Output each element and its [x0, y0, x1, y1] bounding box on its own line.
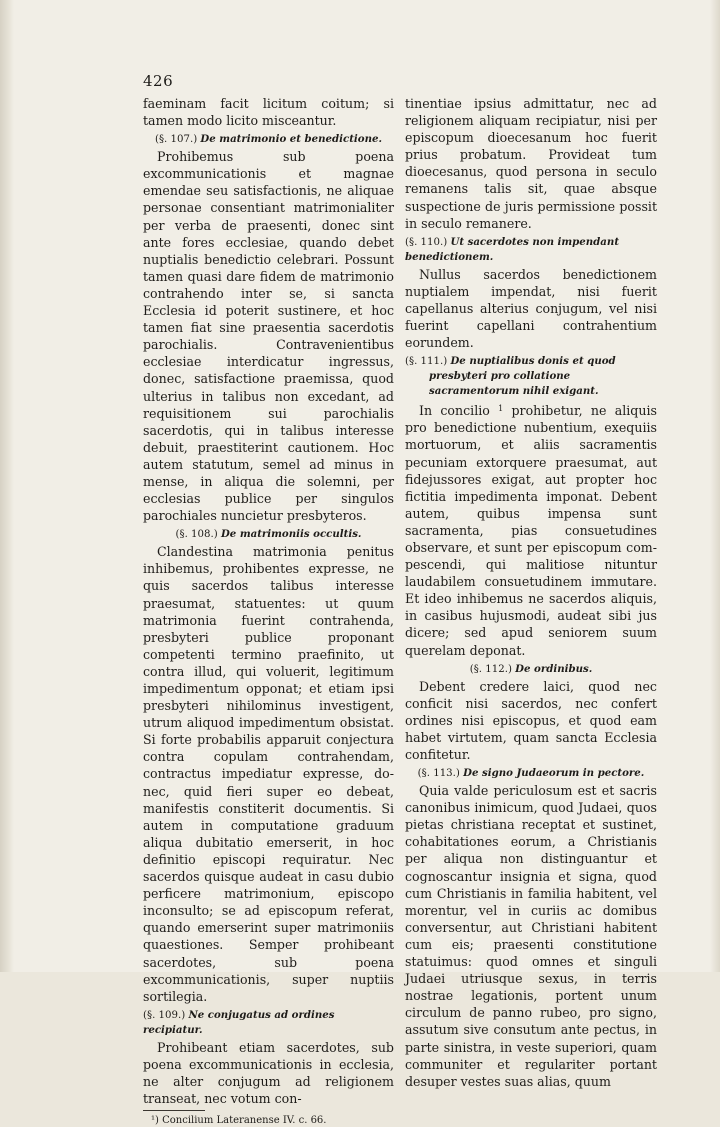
section-title: De signo Judaeorum in pectore.	[463, 767, 645, 780]
footnote	[143, 1114, 394, 1127]
paragraph-111	[405, 400, 657, 658]
section-heading-108	[143, 527, 394, 542]
paragraph-111-start: In concilio	[419, 403, 490, 419]
section-number: (§. 110.)	[405, 236, 448, 248]
paragraph-113: Quia valde periculosum est et sacris canonibus inimicum, quod Judaei, quos pietas christiana receptat et sustinet, cohabitationes eorum, a Christianis per aliqua non distinguantur et cognoscantur insignia et signa, quod cum Christianis in familia habitent, vel morentur, vel in curiis ac domibus conversentur, aut Christiani habitent cum eis; praesenti constitutione statuimus: quod omnes et singuli Judaei utriusque sexus, in terris nostrae legationis, portent unum circulum de panno rubeo, pro signo, assutum sive consutum ante pectus, in parte sinistra, in veste superiori, quam communiter et regulariter portant desuper vestes suas alias, quum	[405, 783, 657, 1089]
paragraph-111-rest: prohibetur, ne aliquis pro benedictione nubentium, exequiis mortuorum, et aliis sacramentis pecuniam extorquere praesumat, aut fidejussores exigat, aut propter hoc fictitia impedimenta imponat. Debent autem, quibus impensa sunt sacramenta, pias consuetudines observare, et sunt per episcopum compescendi, qui malitiose nituntur laudabilem consuetudinem immutare. Et ideo inhibemus ne sacerdos aliquis, in casibus hujusmodi, audeat sibi jus dicere; sed apud seniorem suum querelam deponat.	[405, 403, 657, 658]
section-number: (§. 113.)	[417, 768, 460, 780]
page-number: 426	[143, 72, 174, 90]
paragraph-108: Clandestina matrimonia penitus inhibemus, prohibentes expresse, ne quis sacerdos talibus interesse praesumat, statuentes: ut quum matrimonia fuerint contrahenda, presbyteri publice proponant competenti termino praefinito, ut contra illud, qui voluerit, legitimum impedimentum opponat; et etiam ipsi presbyteri nihilominus investigent, utrum aliquod impedimentum obsistat. Si forte probabilis apparuit conjectura contra copulam contrahendam, contractus impediatur expresse, donec, quid fieri super eo debeat, manifestis constiterit documentis. Si autem in computatione graduum aliqua dubitatio emerserit, in hoc definitio episcopi requiratur. Nec sacerdos quisque audeat in casu dubio perficere matrimonium, episcopo inconsulto; se ad episcopum referat, quando emerserint super matrimoniis quaestiones. Semper prohibeant sacerdotes, sub poena excommunicationis, super nuptiis sortilegia.	[143, 544, 394, 1004]
paragraph-continuation: faeminam facit licitum coitum; si tamen modo licito misceantur.	[143, 96, 394, 129]
binding-shadow-left	[0, 0, 14, 972]
section-number: (§. 107.)	[154, 134, 198, 146]
footnote-rule	[143, 1110, 205, 1111]
section-title: De matrimoniis occultis.	[220, 528, 362, 541]
section-title: De matrimonio et benedictione.	[200, 133, 383, 146]
section-heading-109	[143, 1008, 394, 1038]
right-column	[405, 95, 657, 1090]
section-heading-113	[405, 766, 657, 781]
section-number: (§. 112.)	[469, 663, 512, 675]
footnote-marker: ¹)	[151, 1115, 159, 1127]
paragraph-continuation: tinentiae ipsius admittatur, nec ad religionem aliquam recipiatur, nisi per episcopum dioecesanum hoc fuerit prius probatum. Provideat tum dioecesanus, quod persona in seculo remanens talis sit, quae absque suspectione de juris permissione possit in seculo remanere.	[405, 96, 657, 231]
section-title: De ordinibus.	[515, 662, 593, 675]
footnote-reference[interactable]: 1	[498, 404, 504, 414]
left-column	[143, 95, 394, 1127]
paragraph-110: Nullus sacerdos benedictionem nuptialem impendat, nisi fuerit capellanus alterius conjugum, vel nisi fuerint capellani contrahentium eorundem.	[405, 266, 657, 351]
section-number: (§. 108.)	[175, 529, 218, 541]
section-number: (§. 111.)	[405, 356, 448, 368]
section-heading-107	[143, 132, 394, 147]
section-title: Ne conjugatus ad ordines recipiatur.	[143, 1008, 335, 1036]
paragraph-107: Prohibemus sub poena excommunicationis et magnae emendae seu satisfactionis, ne aliquae personae consentiant matrimonialiter per verba de praesenti, donec sint ante fores ecclesiae, quando debet nuptialis benedictio celebrari. Possunt tamen quasi dare fidem de matrimonio contrahendo inter se, si sancta Ecclesia id poterit sustinere, et hoc tamen fiat sine praesentia sacerdotis parochialis. Contravenientibus ecclesiae interdicatur ingressus, donec, satisfactione praemissa, quod ulterius in talibus non excedant, ad requisitionem sui parochialis sacerdotis, qui in talibus interesse debuit, praestiterint cautionem. Hoc autem statutum, semel ad minus in mense, in aliqua die solemni, per ecclesias publice per singulos parochiales nuncietur presbyteros.	[143, 149, 394, 524]
section-number: (§. 109.)	[143, 1009, 186, 1021]
page-edge-right	[710, 0, 720, 972]
section-title: Ut sacerdotes non impendant benedictionem.	[405, 235, 620, 263]
section-heading-110	[405, 235, 657, 265]
paragraph-109: Prohibeant etiam sacerdotes, sub poena excommunicationis in ecclesia, ne alter conjugum ad religionem transeat, nec votum con-	[143, 1039, 394, 1107]
paragraph-112: Debent credere laici, quod nec conficit nisi sacerdos, nec confert ordines nisi episcopus, et quod eam habet virtutem, quam sancta Ecclesia confitetur.	[405, 678, 657, 762]
footnote-text: Concilium Lateranense IV. c. 66.	[162, 1115, 327, 1127]
section-heading-111	[405, 354, 657, 399]
section-title: De nuptialibus donis et quod presbyteri pro collatione sacramentorum nihil exigant.	[429, 355, 616, 398]
section-heading-112	[405, 662, 657, 677]
